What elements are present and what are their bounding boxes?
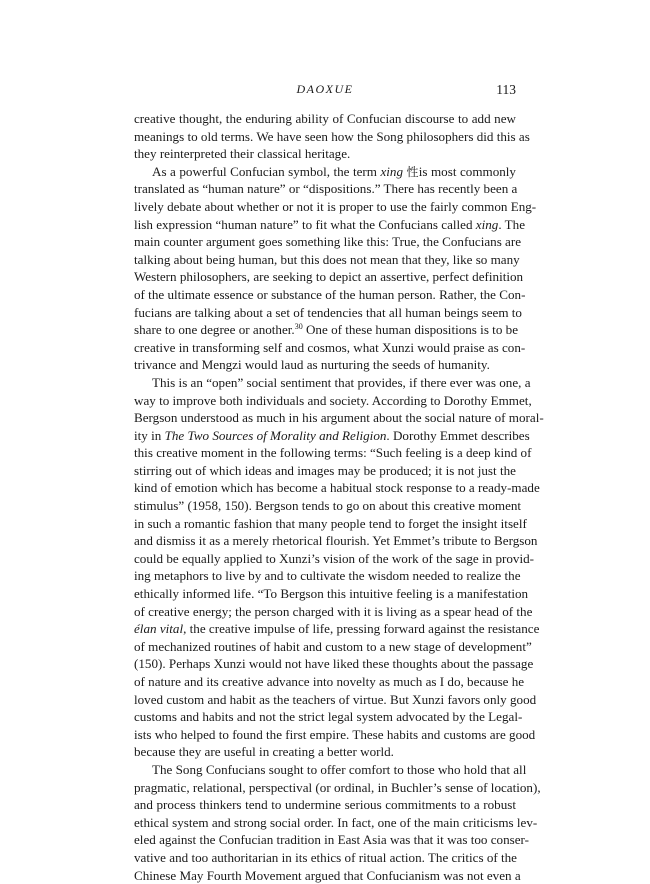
text-line: ists who helped to found the first empire. These habits and customs are good bbox=[134, 726, 536, 742]
text-segment: . Dorothy Emmet describes bbox=[386, 427, 530, 443]
text-line: creative in transforming self and cosmos, what Xunzi would praise as con- bbox=[134, 339, 526, 355]
text-line bbox=[134, 321, 519, 339]
italic-text: xing bbox=[380, 163, 404, 179]
text-line: could be equally applied to Xunzi’s vision of the work of the sage in provid- bbox=[134, 550, 534, 566]
text-line: Chinese May Fourth Movement argued that Confucianism was not even a bbox=[134, 867, 521, 883]
text-segment: As a powerful Confucian symbol, the term bbox=[152, 163, 381, 179]
text-line: The Song Confucians sought to offer comfort to those who hold that all bbox=[152, 761, 527, 777]
text-line: Western philosophers, are seeking to depict an assertive, perfect definition bbox=[134, 269, 524, 285]
running-header bbox=[134, 82, 516, 98]
text-line: of nature and its creative advance into novelty as much as I do, because he bbox=[134, 674, 525, 689]
text-line: ethical system and strong social order. In fact, one of the main criticisms lev- bbox=[134, 814, 538, 830]
text-line: eled against the Confucian tradition in East Asia was that it was too conser- bbox=[134, 832, 529, 848]
text-segment: , the creative impulse of life, pressing forward against the resistance bbox=[183, 621, 540, 637]
running-head-title: DAOXUE bbox=[296, 82, 354, 96]
text-line: and process thinkers tend to undermine serious commitments to a robust bbox=[134, 797, 516, 813]
text-line: fucians are talking about a set of tendencies that all human beings seem to bbox=[134, 304, 522, 320]
footnote-marker: 30 bbox=[294, 322, 303, 332]
text-line: of the ultimate essence or substance of the human person. Rather, the Con- bbox=[134, 286, 526, 302]
text-segment: share to one degree or another. bbox=[134, 322, 295, 338]
text-line: this creative moment in the following terms: “Such feeling is a deep kind of bbox=[134, 445, 532, 461]
page-number: 113 bbox=[496, 82, 516, 97]
text-line: because they are useful in creating a better world. bbox=[134, 744, 394, 760]
text-line: talking about being human, but this does not mean that they, like so many bbox=[134, 251, 520, 267]
text-line: pragmatic, relational, perspectival (or ordinal, in Buchler’s sense of location), bbox=[134, 779, 541, 795]
text-line: loved custom and habit as the teachers of virtue. But Xunzi favors only good bbox=[134, 691, 537, 707]
body-text bbox=[134, 110, 544, 884]
text-line: (150). Perhaps Xunzi would not have liked these thoughts about the passage bbox=[134, 656, 534, 672]
text-segment: ity in bbox=[134, 427, 165, 443]
text-line: vative and too authoritarian in its ethics of ritual action. The critics of the bbox=[134, 849, 517, 865]
text-segment: lish expression “human nature” to fit what the Confucians called bbox=[134, 216, 476, 232]
text-line bbox=[134, 620, 540, 638]
text-line: of creative energy; the person charged with it is living as a spear head of the bbox=[134, 603, 533, 619]
text-line: lively debate about whether or not it is proper to use the fairly common Eng- bbox=[134, 198, 537, 214]
italic-text: xing bbox=[475, 216, 499, 232]
text-segment: is most commonly bbox=[418, 163, 516, 179]
text-line: creative thought, the enduring ability of Confucian discourse to add new bbox=[134, 111, 516, 126]
italic-text: élan vital bbox=[134, 621, 184, 637]
text-segment: . The bbox=[498, 216, 526, 232]
text-line: stimulus” (1958, 150). Bergson tends to go on about this creative moment bbox=[134, 498, 522, 514]
text-segment: One of these human dispositions is to be bbox=[302, 322, 519, 338]
text-line bbox=[134, 216, 526, 234]
text-line: Bergson understood as much in his argument about the social nature of moral- bbox=[134, 410, 544, 426]
text-line: and dismiss it as a merely rhetorical flourish. Yet Emmet’s tribute to Bergson bbox=[134, 533, 538, 549]
text-line: customs and habits and not the strict legal system advocated by the Legal- bbox=[134, 709, 523, 725]
text-line bbox=[134, 427, 530, 445]
text-line: This is an “open” social sentiment that provides, if there ever was one, a bbox=[152, 374, 531, 390]
text-line: ethically informed life. “To Bergson this intuitive feeling is a manifestation bbox=[134, 586, 529, 602]
text-line: they reinterpreted their classical heritage. bbox=[134, 146, 351, 162]
text-line: meanings to old terms. We have seen how the Song philosophers did this as bbox=[134, 128, 530, 144]
italic-text: The Two Sources of Morality and Religion bbox=[164, 427, 387, 443]
text-line: stirring out of which ideas and images may be produced; it is not just the bbox=[134, 462, 516, 478]
text-line: way to improve both individuals and society. According to Dorothy Emmet, bbox=[134, 392, 532, 408]
text-line: ing metaphors to live by and to cultivate the wisdom needed to realize the bbox=[134, 568, 521, 584]
text-line bbox=[134, 163, 516, 181]
chinese-character: 性 bbox=[406, 164, 419, 179]
text-line: kind of emotion which has become a habitual stock response to a ready-made bbox=[134, 480, 540, 496]
text-line: trivance and Mengzi would laud as nurturing the seeds of humanity. bbox=[134, 357, 490, 373]
text-line: in such a romantic fashion that many people tend to forget the insight itself bbox=[134, 515, 527, 531]
text-line: main counter argument goes something like this: True, the Confucians are bbox=[134, 234, 522, 250]
text-line: of mechanized routines of habit and custom to a new stage of development” bbox=[134, 638, 532, 654]
text-line: translated as “human nature” or “dispositions.” There has recently been a bbox=[134, 181, 518, 197]
